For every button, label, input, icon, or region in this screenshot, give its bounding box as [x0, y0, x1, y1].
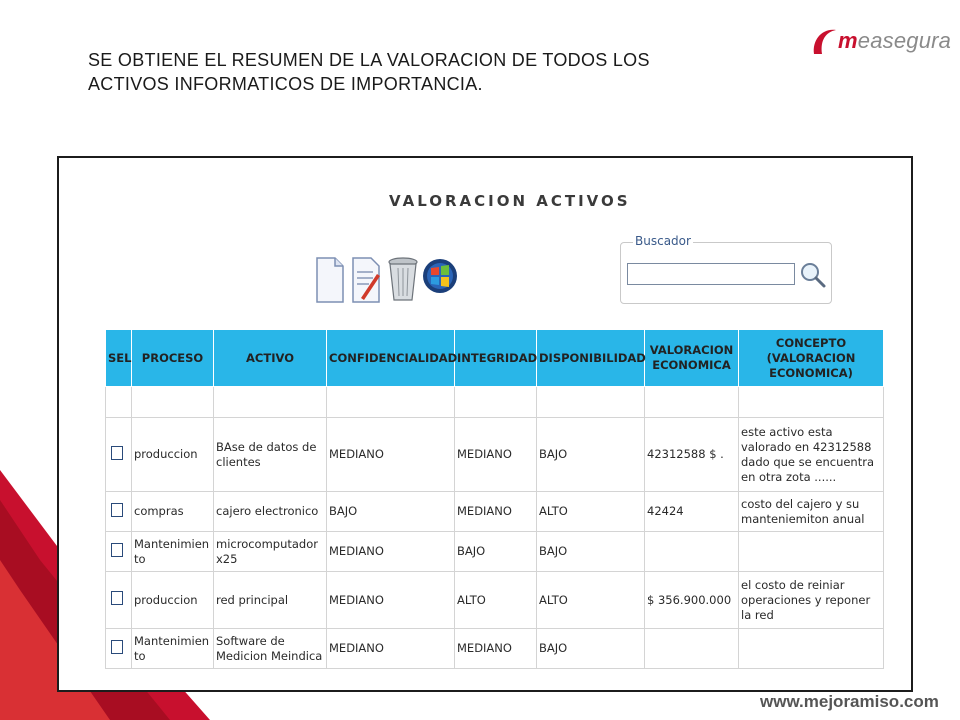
filter-row	[106, 387, 884, 418]
cell-valoracion	[645, 629, 739, 669]
row-select-cell	[106, 492, 132, 532]
trash-icon	[385, 250, 421, 304]
cell-concepto: el costo de reiniar operaciones y reponer la red	[739, 572, 884, 629]
row-checkbox[interactable]	[111, 503, 123, 517]
cell-confidencialidad: MEDIANO	[327, 572, 455, 629]
cell-confidencialidad: MEDIANO	[327, 418, 455, 492]
cell-integridad: MEDIANO	[455, 418, 537, 492]
cell-confidencialidad: BAJO	[327, 492, 455, 532]
table-row	[106, 492, 884, 532]
cell-proceso: produccion	[132, 418, 214, 492]
cell-concepto: este activo esta valorado en 42312588 dado que se encuentra en otra zota ......	[739, 418, 884, 492]
cell-activo: BAse de datos de clientes	[214, 418, 327, 492]
cell-confidencialidad: MEDIANO	[327, 629, 455, 669]
filter-cell	[132, 387, 214, 418]
delete-button[interactable]	[385, 250, 421, 304]
slide-heading-line-1: SE OBTIENE EL RESUMEN DE LA VALORACION DE TODOS LOS	[88, 50, 650, 70]
cell-confidencialidad: MEDIANO	[327, 532, 455, 572]
slide-heading	[88, 48, 788, 96]
row-checkbox[interactable]	[111, 446, 123, 460]
cell-disponibilidad: ALTO	[537, 572, 645, 629]
cell-valoracion: 42424	[645, 492, 739, 532]
slide-heading-line-2: ACTIVOS INFORMATICOS DE IMPORTANCIA.	[88, 74, 483, 94]
column-header-activo[interactable]: ACTIVO	[214, 330, 327, 387]
row-select-cell	[106, 629, 132, 669]
cell-integridad: ALTO	[455, 572, 537, 629]
cell-proceso: Mantenimiento	[132, 629, 214, 669]
cell-activo: cajero electronico	[214, 492, 327, 532]
search-input[interactable]	[627, 263, 795, 285]
brand-logo	[810, 24, 952, 60]
search-icon[interactable]	[799, 261, 827, 289]
new-document-button[interactable]	[311, 250, 347, 304]
windows-logo-icon	[421, 250, 459, 304]
brand-swirl-icon	[810, 24, 840, 60]
column-header-disponibilidad[interactable]: DISPONIBILIDAD	[537, 330, 645, 387]
cell-integridad: MEDIANO	[455, 492, 537, 532]
edit-document-icon	[347, 250, 383, 304]
table-row	[106, 629, 884, 669]
filter-cell	[106, 387, 132, 418]
row-select-cell	[106, 532, 132, 572]
filter-cell	[645, 387, 739, 418]
filter-cell	[537, 387, 645, 418]
cell-proceso: compras	[132, 492, 214, 532]
cell-concepto: costo del cajero y su manteniemiton anual	[739, 492, 884, 532]
cell-valoracion: 42312588 $ .	[645, 418, 739, 492]
table-header-row	[106, 330, 884, 387]
search-panel	[620, 234, 832, 304]
cell-disponibilidad: BAJO	[537, 418, 645, 492]
cell-proceso: Mantenimiento	[132, 532, 214, 572]
row-checkbox[interactable]	[111, 543, 123, 557]
column-header-confidencialidad[interactable]: CONFIDENCIALIDAD	[327, 330, 455, 387]
cell-disponibilidad: BAJO	[537, 532, 645, 572]
table-row	[106, 418, 884, 492]
assets-table	[105, 329, 884, 669]
row-checkbox[interactable]	[111, 640, 123, 654]
footer-url: www.mejoramiso.com	[760, 692, 939, 711]
edit-document-button[interactable]	[347, 250, 383, 304]
app-window	[57, 156, 913, 692]
table-row	[106, 572, 884, 629]
windows-button[interactable]	[421, 250, 457, 304]
cell-concepto	[739, 532, 884, 572]
cell-valoracion	[645, 532, 739, 572]
column-header-valoracion[interactable]: VALORACION ECONOMICA	[645, 330, 739, 387]
row-checkbox[interactable]	[111, 591, 123, 605]
cell-integridad: MEDIANO	[455, 629, 537, 669]
filter-cell	[214, 387, 327, 418]
row-select-cell	[106, 418, 132, 492]
search-legend: Buscador	[635, 234, 691, 248]
cell-integridad: BAJO	[455, 532, 537, 572]
cell-valoracion: $ 356.900.000	[645, 572, 739, 629]
cell-activo: microcomputador x25	[214, 532, 327, 572]
column-header-sel[interactable]: SEL	[106, 330, 132, 387]
cell-disponibilidad: ALTO	[537, 492, 645, 532]
cell-activo: red principal	[214, 572, 327, 629]
table-row	[106, 532, 884, 572]
filter-cell	[327, 387, 455, 418]
brand-wordmark: measegura	[838, 28, 952, 53]
column-header-proceso[interactable]: PROCESO	[132, 330, 214, 387]
row-select-cell	[106, 572, 132, 629]
app-title: VALORACION ACTIVOS	[389, 192, 631, 210]
cell-disponibilidad: BAJO	[537, 629, 645, 669]
new-document-icon	[311, 250, 347, 304]
cell-concepto	[739, 629, 884, 669]
cell-activo: Software de Medicion Meindica	[214, 629, 327, 669]
column-header-integridad[interactable]: INTEGRIDAD	[455, 330, 537, 387]
column-header-concepto[interactable]: CONCEPTO (VALORACION ECONOMICA)	[739, 330, 884, 387]
cell-proceso: produccion	[132, 572, 214, 629]
filter-cell	[739, 387, 884, 418]
filter-cell	[455, 387, 537, 418]
